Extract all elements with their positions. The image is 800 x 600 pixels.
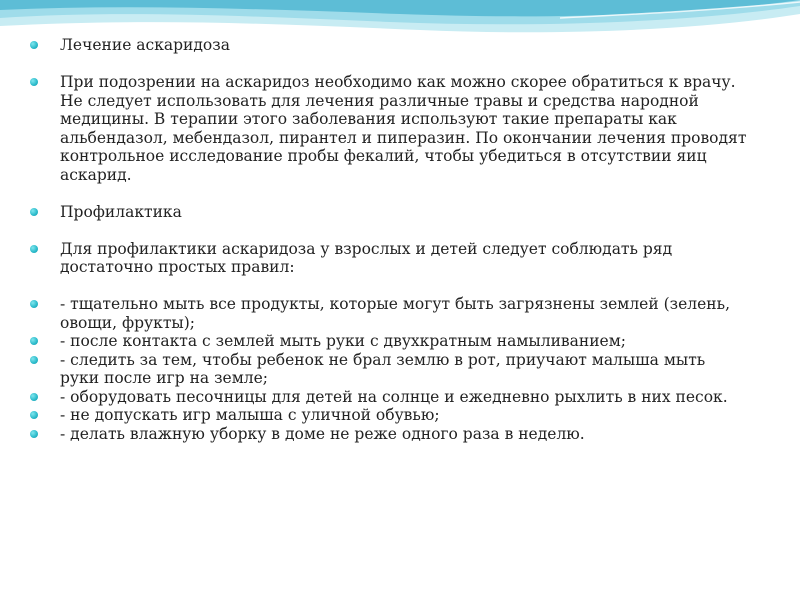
bullet-icon [30, 356, 38, 364]
bullet-icon [30, 393, 38, 401]
bullet-text: - после контакта с землей мыть руки с двухкратным намыливанием; [60, 332, 626, 350]
bullet-rule-wash-food [28, 295, 748, 332]
bullet-rule-shoes [28, 406, 748, 425]
bullet-rule-child-soil [28, 351, 748, 388]
bullet-text: - тщательно мыть все продукты, которые могут быть загрязнены землей (зелень, овощи, фрукты); [60, 295, 730, 332]
bullet-text: - оборудовать песочницы для детей на солнце и ежедневно рыхлить в них песок. [60, 387, 728, 406]
bullet-text: Для профилактики аскаридоза у взрослых и детей следует соблюдать ряд достаточно простых правил: [60, 239, 673, 276]
bullet-prevention-intro [28, 240, 748, 277]
bullet-treatment-text [28, 73, 748, 184]
bullet-text: При подозрении на аскаридоз необходимо как можно скорее обратиться к врачу. Не следует использовать для лечения различные травы и средства народной медицины. В терапии этого заболевания используют такие препараты как альбендазол, мебендазол, пирантел и пиперазин. По окончании лечения проводят контрольное исследование пробы фекалий, чтобы убедиться в отсутствии яиц аскарид. [60, 73, 747, 184]
bullet-heading-treatment [28, 36, 748, 55]
bullet-icon [30, 208, 38, 216]
wave-header-decoration [0, 0, 800, 40]
bullet-icon [30, 430, 38, 438]
bullet-icon [30, 78, 38, 86]
bullet-icon [30, 300, 38, 308]
bullet-text: Лечение аскаридоза [60, 36, 230, 54]
bullet-icon [30, 41, 38, 49]
bullet-icon [30, 411, 38, 419]
bullet-text: - следить за тем, чтобы ребенок не брал землю в рот, приучают малыша мыть руки после игр на земле; [60, 350, 706, 387]
bullet-rule-wash-hands [28, 332, 748, 351]
slide-body [28, 36, 748, 443]
bullet-rule-sandbox [28, 388, 748, 407]
bullet-text: - делать влажную уборку в доме не реже одного раза в неделю. [60, 424, 585, 443]
bullet-icon [30, 245, 38, 253]
bullet-icon [30, 337, 38, 345]
bullet-text: - не допускать игр малыша с уличной обувью; [60, 406, 440, 424]
bullet-rule-cleaning [28, 425, 748, 444]
bullet-text: Профилактика [60, 202, 182, 221]
bullet-heading-prevention [28, 203, 748, 222]
